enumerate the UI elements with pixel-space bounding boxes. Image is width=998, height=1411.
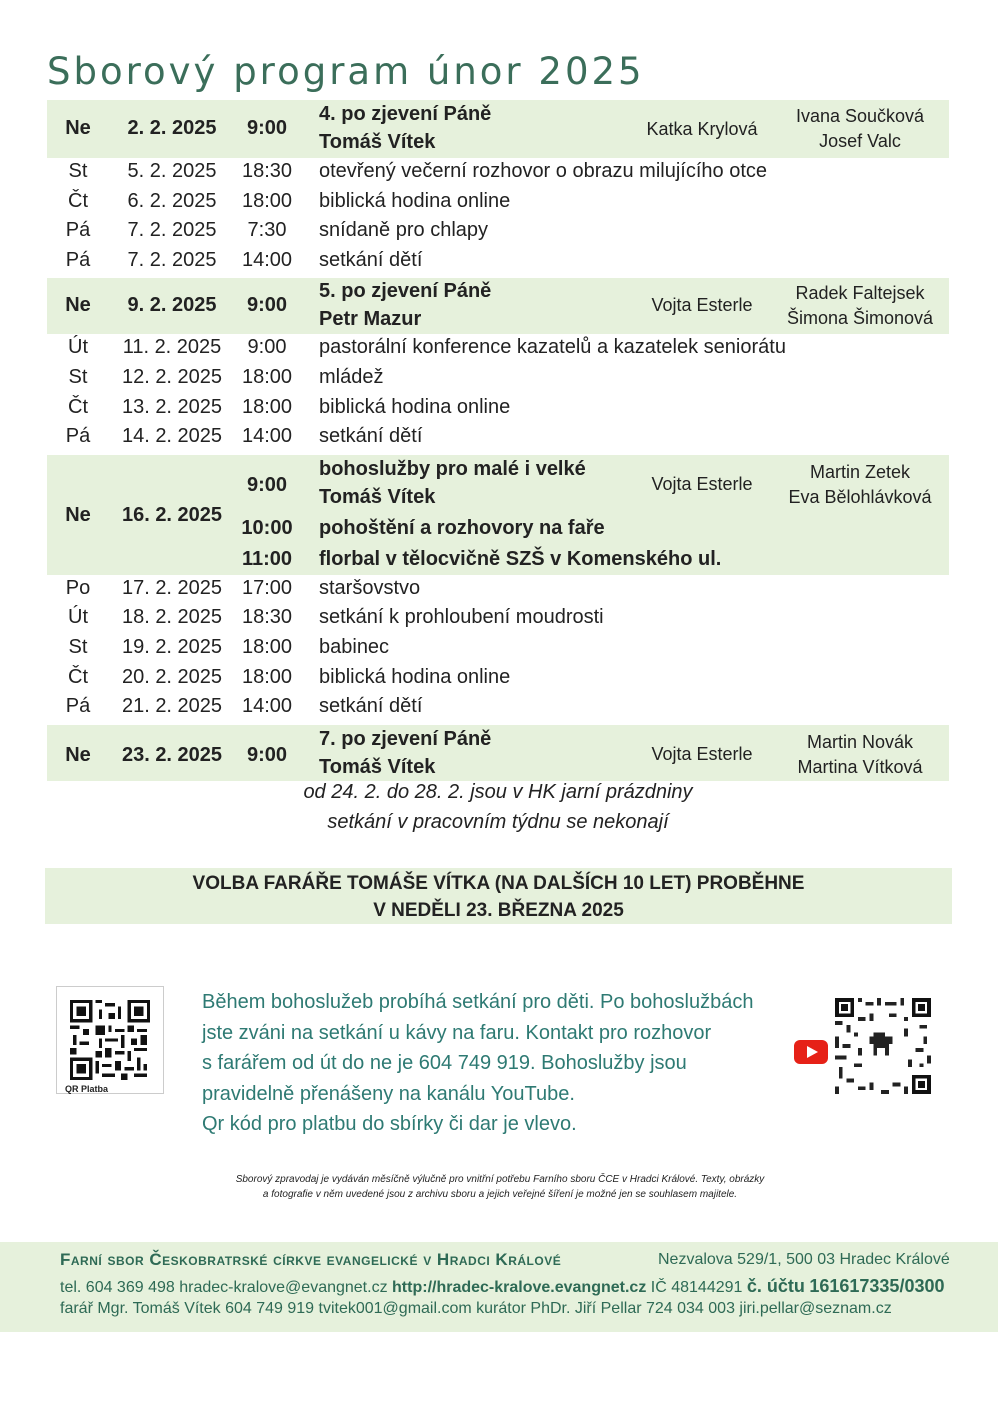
day-cell: Pá [65, 425, 91, 448]
helper-2: Eva Bělohlávková [788, 486, 932, 507]
info-line: jste zváni na setkání u kávy na faru. Kontakt pro rozhovor [202, 1021, 712, 1044]
preacher: Tomáš Vítek [319, 485, 436, 508]
event-row [47, 366, 949, 396]
announcement-line: VOLBA FARÁŘE TOMÁŠE VÍTKA (NA DALŠÍCH 10 LET) PROBĚHNE [192, 873, 805, 894]
event-text: setkání dětí [319, 248, 423, 271]
event-row [47, 636, 949, 666]
date-cell: 6. 2. 2025 [127, 189, 217, 212]
service-title: 4. po zjevení Páně [319, 103, 492, 125]
curator-contact: kurátor PhDr. Jiří Pellar 724 034 003 jiri.pellar@seznam.cz [476, 1300, 892, 1317]
helper-1: Martin Zetek [809, 461, 911, 482]
info-line: Qr kód pro platbu do sbírky či dar je vlevo. [202, 1113, 577, 1135]
info-line: Během bohoslužeb probíhá setkání pro děti. Po bohoslužbách [202, 991, 754, 1013]
date-cell: 19. 2. 2025 [121, 635, 223, 658]
time-cell: 14:00 [241, 248, 293, 271]
day-cell: Čt [68, 665, 88, 688]
event-text: florbal v tělocvičně SZŠ v Komenského ul. [319, 547, 722, 570]
date-cell: 11. 2. 2025 [122, 336, 222, 359]
event-text: pastorální konference kazatelů a kazatelek seniorátu [319, 336, 786, 359]
helpers [775, 104, 945, 154]
announcement-line: V NEDĚLI 23. BŘEZNA 2025 [373, 900, 624, 921]
date-cell: 9. 2. 2025 [127, 294, 217, 317]
event-text: pohoštění a rozhovory na faře [319, 516, 605, 539]
event-text: biblická hodina online [319, 189, 511, 212]
event-text: setkání dětí [319, 425, 423, 448]
date-cell: 2. 2. 2025 [127, 117, 217, 139]
day-cell: Út [68, 336, 88, 359]
helpers [775, 281, 945, 331]
day-cell: Ne [65, 503, 91, 526]
sunday-row [47, 278, 949, 334]
event-text: setkání dětí [319, 695, 423, 718]
account-number: 161617335/0300 [809, 1276, 945, 1296]
event-row [47, 695, 949, 725]
time-cell: 17:00 [241, 576, 293, 599]
day-cell: St [68, 365, 88, 388]
footer [0, 1242, 998, 1332]
time-cell: 18:00 [241, 189, 293, 212]
date-cell: 7. 2. 2025 [127, 248, 217, 271]
service-title: 5. po zjevení Páně [319, 280, 492, 303]
organist: Vojta Esterle [651, 473, 753, 494]
date-cell: 5. 2. 2025 [127, 160, 217, 182]
helper-2: Martina Vítková [797, 756, 923, 777]
time-cell: 18:30 [241, 606, 293, 629]
event-row [47, 219, 949, 249]
sunday-row [47, 725, 949, 781]
event-row [47, 425, 949, 455]
day-cell: St [68, 160, 88, 182]
event-row [47, 606, 949, 636]
info-line: pravidelně přenášeny na kanálu YouTube. [202, 1082, 575, 1105]
day-cell: Ne [65, 294, 91, 317]
day-cell: Čt [68, 395, 88, 418]
event-text: biblická hodina online [319, 395, 511, 418]
youtube-qr-code-icon[interactable] [835, 998, 931, 1094]
announcement-banner [45, 868, 952, 924]
service-title: 7. po zjevení Páně [319, 727, 492, 750]
day-cell: Pá [65, 248, 91, 271]
footer-line [60, 1276, 944, 1297]
time-cell: 9:00 [246, 473, 288, 496]
service-title: bohoslužby pro malé i velké [319, 457, 586, 480]
day-cell: Pá [65, 695, 91, 718]
date-cell: 13. 2. 2025 [121, 395, 223, 418]
preacher: Petr Mazur [319, 308, 422, 331]
time-cell: 18:00 [241, 395, 293, 418]
preacher: Tomáš Vítek [319, 131, 436, 153]
event-row [47, 160, 949, 190]
day-cell: Čt [68, 189, 88, 212]
ico: IČ 48144291 [650, 1279, 743, 1296]
date-cell: 18. 2. 2025 [121, 606, 223, 629]
time-cell: 14:00 [241, 695, 293, 718]
payment-qr-card[interactable] [56, 986, 164, 1094]
helper-1: Radek Faltejsek [795, 283, 925, 304]
info-line: s farářem od út do ne je 604 749 919. Bohoslužby jsou [202, 1052, 687, 1074]
organist: Vojta Esterle [651, 295, 753, 316]
schedule-table [47, 100, 949, 781]
date-cell: 21. 2. 2025 [121, 695, 223, 718]
preacher: Tomáš Vítek [319, 755, 436, 778]
address: Nezvalova 529/1, 500 03 Hradec Králové [658, 1251, 950, 1268]
date-cell: 12. 2. 2025 [121, 365, 223, 388]
event-row [47, 577, 949, 607]
info-text [202, 987, 802, 1140]
organist: Katka Krylová [646, 119, 758, 139]
helpers [775, 730, 945, 780]
event-row [47, 666, 949, 696]
date-cell: 23. 2. 2025 [121, 743, 223, 766]
date-cell: 20. 2. 2025 [121, 665, 223, 688]
day-cell: St [68, 635, 88, 658]
time-cell: 18:00 [241, 635, 293, 658]
time-cell: 9:00 [247, 336, 287, 359]
qr-label: QR Platba [65, 1084, 109, 1094]
event-row [47, 190, 949, 220]
date-cell: 14. 2. 2025 [121, 425, 223, 448]
time-cell: 9:00 [246, 743, 288, 766]
event-row [47, 396, 949, 426]
day-cell: Ne [65, 743, 91, 766]
helpers [775, 460, 945, 510]
event-text: mládež [319, 365, 384, 388]
event-text: staršovstvo [319, 576, 421, 599]
time-cell: 9:00 [246, 117, 288, 139]
time-cell: 18:00 [241, 665, 293, 688]
time-cell: 9:00 [246, 294, 288, 317]
time-cell: 7:30 [247, 219, 287, 242]
day-cell: Út [68, 606, 88, 629]
time-cell: 18:30 [241, 160, 293, 182]
event-row [47, 249, 949, 279]
organist: Vojta Esterle [651, 743, 753, 764]
holiday-note: od 24. 2. do 28. 2. jsou v HK jarní prázdniny [303, 781, 693, 803]
qr-code-icon [70, 1000, 150, 1080]
sunday-row [47, 455, 949, 575]
date-cell: 16. 2. 2025 [121, 503, 223, 526]
event-text: setkání k prohloubení moudrosti [319, 606, 604, 629]
sunday-row [47, 100, 949, 158]
event-text: snídaně pro chlapy [319, 219, 489, 242]
day-cell: Ne [65, 117, 91, 139]
email-link[interactable]: hradec-kralove@evangnet.cz [179, 1279, 388, 1296]
pastor-contact: farář Mgr. Tomáš Vítek 604 749 919 tvitek001@gmail.com [60, 1300, 472, 1317]
youtube-icon[interactable] [794, 1040, 828, 1064]
event-row [47, 336, 949, 366]
time-cell: 10:00 [241, 516, 293, 539]
account-label: č. účtu [746, 1276, 805, 1296]
web-link[interactable]: http://hradec-kralove.evangnet.cz [392, 1279, 647, 1296]
date-cell: 17. 2. 2025 [121, 576, 223, 599]
footer-line [60, 1250, 950, 1270]
footer-line [60, 1300, 892, 1318]
time-cell: 11:00 [241, 547, 293, 570]
holiday-note: setkání v pracovním týdnu se nekonají [327, 811, 669, 833]
org-name: Farní sbor Českobratrské církve evangelické v Hradci Králové [60, 1250, 562, 1269]
event-text: otevřený večerní rozhovor o obrazu milujícího otce [319, 160, 767, 182]
time-cell: 14:00 [241, 425, 293, 448]
page-title: Sborový program únor 2025 [47, 50, 645, 93]
time-cell: 18:00 [241, 365, 293, 388]
event-text: babinec [319, 635, 390, 658]
disclaimer-line: Sborový zpravodaj je vydáván měsíčně výlučně pro vnitřní potřebu Farního sboru ČCE v Hradci Králové. Texty, obrázky [235, 1174, 765, 1185]
disclaimer [180, 1172, 820, 1202]
disclaimer-line: a fotografie v něm uvedené jsou z archivu sboru a jejich veřejné šíření je možné jen se souhlasem majitele. [262, 1189, 738, 1200]
phone: tel. 604 369 498 [60, 1279, 175, 1296]
date-cell: 7. 2. 2025 [127, 219, 217, 242]
event-text: biblická hodina online [319, 665, 511, 688]
helper-2: Šimona Šimonová [786, 308, 934, 329]
helper-1: Martin Novák [806, 731, 914, 752]
helper-2: Josef Valc [819, 131, 901, 151]
helper-1: Ivana Součková [795, 106, 925, 126]
day-cell: Pá [65, 219, 91, 242]
day-cell: Po [65, 576, 91, 599]
